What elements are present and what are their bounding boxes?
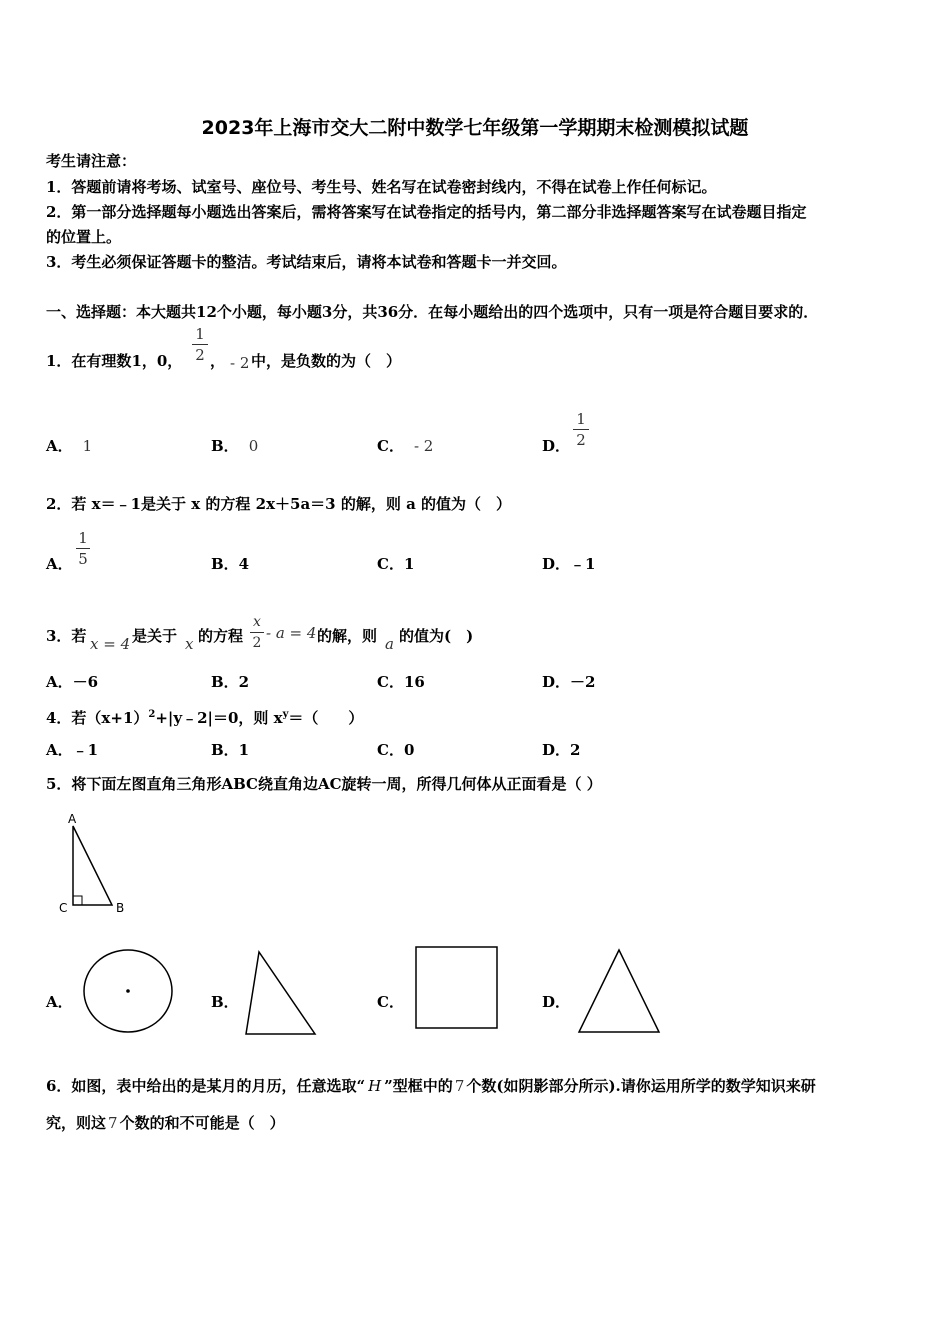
q3-equation-2: - a = 4 <box>266 624 317 642</box>
q6-h-symbol: H <box>368 1077 382 1095</box>
q4-stem-part-3: ＝（ ） <box>288 709 364 727</box>
q1-option-d-numerator: 1 <box>576 410 586 428</box>
right-angle-mark <box>73 896 82 905</box>
q1-neg-two: - 2 <box>230 354 250 372</box>
q3-stem-part-1: 3．若 <box>46 627 87 645</box>
q3-option-d[interactable]: D．－2 <box>542 673 596 691</box>
q6-line1-part-1: 6．如图，表中给出的是某月的月历，任意选取“ <box>46 1077 366 1095</box>
square-shape <box>416 947 497 1028</box>
q2-option-d[interactable]: D．﹣1 <box>542 555 596 573</box>
q5-triangle-figure <box>54 812 144 922</box>
notice-item-1: 1．答题前请将考场、试室号、座位号、考生号、姓名写在试卷密封线内，不得在试卷上作任何标记。 <box>46 178 717 196</box>
vertex-label-a: A <box>68 812 77 826</box>
q1-stem-part-2: 中，是负数的为（ ） <box>251 352 402 370</box>
q1-option-d-label: D． <box>542 437 571 455</box>
q6-line1-part-3: 个数(如阴影部分所示).请你运用所学的数学知识来研 <box>466 1077 816 1095</box>
q4-option-d[interactable]: D．2 <box>542 741 581 759</box>
q1-option-b-label: B． <box>211 437 239 455</box>
page-title: 2023年上海市交大二附中数学七年级第一学期期末检测模拟试题 <box>201 117 749 139</box>
q6-line1-part-2: ”型框中的 <box>384 1077 453 1095</box>
q2-option-a-denominator: 5 <box>78 550 88 568</box>
q1-stem-comma: ， <box>210 352 226 370</box>
notice-item-2-line-1: 2．第一部分选择题每小题选出答案后，需将答案写在试卷指定的括号内，第二部分非选择题答案写在试卷题目指定 <box>46 203 807 221</box>
q1-option-d-fraction <box>573 410 589 449</box>
q2-option-a-numerator: 1 <box>78 529 88 547</box>
q2-option-a[interactable] <box>46 554 73 574</box>
section-heading: 一、选择题：本大题共12个小题，每小题3分，共36分．在每小题给出的四个选项中，只有一项是符合题目要求的． <box>46 303 819 321</box>
q5-option-b-triangle[interactable] <box>244 950 318 1036</box>
q2-option-b[interactable]: B．4 <box>211 555 250 573</box>
q1-option-c-value: - 2 <box>413 437 434 455</box>
q5-stem: 5．将下面左图直角三角形ABC绕直角边AC旋转一周，所得几何体从正面看是（ ） <box>46 775 602 793</box>
q1-option-a[interactable] <box>46 436 92 456</box>
q1-fraction-numerator: 1 <box>195 325 205 343</box>
q3-var-a: a <box>385 635 394 653</box>
q5-option-b-label[interactable]: B． <box>211 993 239 1011</box>
q3-var-x: x <box>185 635 194 653</box>
q2-option-c[interactable]: C．1 <box>377 555 415 573</box>
vertex-label-b: B <box>116 901 125 915</box>
notice-item-2-line-2: 的位置上。 <box>46 228 122 246</box>
q6-line2-part-1: 究，则这 <box>46 1114 107 1132</box>
q6-line2-part-2: 个数的和不可能是（ ） <box>119 1114 285 1132</box>
circle-center-dot <box>126 989 130 993</box>
q5-option-c-label[interactable]: C． <box>377 993 404 1011</box>
q4-option-b[interactable]: B．1 <box>211 741 250 759</box>
q2-option-a-fraction <box>76 529 90 568</box>
vertex-label-c: C <box>59 901 68 915</box>
isosceles-triangle-shape <box>579 950 659 1032</box>
q4-stem-part-2: +|y﹣2|＝0，则 x <box>155 709 283 727</box>
notice-heading: 考生请注意： <box>46 152 137 170</box>
q6-stem-line-2 <box>46 1113 285 1133</box>
q2-option-a-label: A． <box>46 555 73 573</box>
q4-option-c[interactable]: C．0 <box>377 741 415 759</box>
q1-stem-part-1: 1．在有理数1，0， <box>46 352 183 370</box>
q3-fraction <box>250 613 264 652</box>
q1-option-a-value: 1 <box>82 437 93 455</box>
q5-option-d-triangle[interactable] <box>577 948 661 1034</box>
q1-option-b[interactable] <box>211 436 258 456</box>
q6-seven: 7 <box>454 1077 465 1095</box>
q3-fraction-denominator: 2 <box>252 635 262 651</box>
q5-option-c-square[interactable] <box>414 945 500 1031</box>
q4-superscript: 2 <box>148 709 156 720</box>
q3-equation-1: x = 4 <box>90 635 131 653</box>
q3-stem-part-2: 是关于 <box>132 627 178 645</box>
q1-fraction-denominator: 2 <box>195 346 205 364</box>
q3-option-a[interactable]: A．－6 <box>46 673 99 691</box>
q1-option-c[interactable] <box>377 436 433 456</box>
q5-option-a-circle[interactable] <box>82 948 176 1034</box>
q1-option-c-label: C． <box>377 437 404 455</box>
q1-option-d-denominator: 2 <box>576 431 586 449</box>
q6-seven-2: 7 <box>108 1114 118 1132</box>
q4-option-a[interactable]: A．﹣1 <box>46 741 99 759</box>
q6-stem-line-1 <box>46 1076 816 1096</box>
q1-fraction <box>192 325 208 364</box>
q4-stem-part-1: 4．若（x+1） <box>46 709 149 727</box>
q3-stem-part-3: 的方程 <box>198 627 244 645</box>
q3-fraction-numerator: x <box>253 614 261 630</box>
right-triangle-shape <box>246 952 315 1034</box>
q2-stem: 2．若 x＝﹣1是关于 x 的方程 2x＋5a＝3 的解，则 a 的值为（ ） <box>46 495 512 513</box>
q4-superscript-y: y <box>282 709 289 720</box>
q3-option-b[interactable]: B．2 <box>211 673 250 691</box>
q4-stem <box>46 705 363 728</box>
q5-option-d-label[interactable]: D． <box>542 993 571 1011</box>
q1-option-d[interactable] <box>542 436 570 456</box>
q1-option-b-value: 0 <box>248 437 259 455</box>
q1-option-a-label: A． <box>46 437 73 455</box>
notice-item-3: 3．考生必须保证答题卡的整洁。考试结束后，请将本试卷和答题卡一并交回。 <box>46 253 567 271</box>
q3-stem-part-4: 的解，则 <box>317 627 378 645</box>
right-triangle-abc <box>73 826 112 905</box>
q3-option-c[interactable]: C．16 <box>377 673 425 691</box>
q5-option-a-label[interactable]: A． <box>46 993 73 1011</box>
q3-stem-part-5: 的值为( ) <box>399 627 474 645</box>
